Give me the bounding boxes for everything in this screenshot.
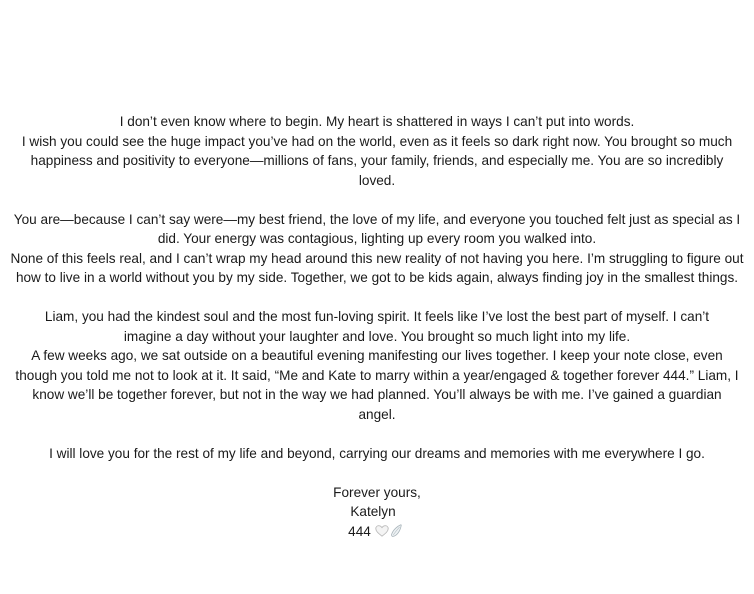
paragraph-2 bbox=[0, 210, 754, 288]
letter-line: I don’t even know where to begin. My heart is shattered in ways I can’t put into words. bbox=[119, 114, 635, 129]
closing: Forever yours, bbox=[333, 484, 421, 500]
letter-line: Liam, you had the kindest soul and the most fun-loving spirit. It feels like I’ve lost the best part of myself. I can’t imagine a day without your laughter and love. You brought so much light into my life. bbox=[44, 309, 710, 344]
white-heart-icon bbox=[375, 523, 389, 535]
paragraph-4 bbox=[0, 444, 754, 464]
letter bbox=[0, 112, 754, 541]
signature-number: 444 bbox=[348, 523, 371, 539]
letter-line: I will love you for the rest of my life and beyond, carrying our dreams and memories with me everywhere I go. bbox=[49, 445, 705, 461]
paragraph-3 bbox=[0, 307, 754, 424]
letter-line: None of this feels real, and I can’t wrap my head around this new reality of not having you here. I’m struggling to figure out how to live in a world without you by my side. Together, we got to be kids again, always finding joy in the smallest things. bbox=[10, 250, 744, 285]
wing-icon bbox=[390, 524, 402, 538]
signature-number-line bbox=[0, 522, 752, 542]
paragraph-1 bbox=[0, 112, 754, 190]
signature: Katelyn bbox=[350, 504, 396, 519]
sign-off bbox=[0, 483, 754, 542]
letter-line: You are—because I can’t say were—my best friend, the love of my life, and everyone you touched felt just as special as I did. Your energy was contagious, lighting up every room you walked into. bbox=[13, 211, 741, 246]
letter-line: I wish you could see the huge impact you’ve had on the world, even as it feels so dark right now. You brought so much happiness and positivity to everyone—millions of fans, your family, friends, and especially me. You are so incredibly loved. bbox=[21, 133, 733, 188]
letter-line: A few weeks ago, we sat outside on a beautiful evening manifesting our lives together. I keep your note close, even though you told me not to look at it. It said, “Me and Kate to marry within a year/engaged & together forever 444.” Liam, I know we’ll be together forever, but not in the way we had planned. You’ll always be with me. I’ve gained a guardian angel. bbox=[15, 348, 739, 422]
